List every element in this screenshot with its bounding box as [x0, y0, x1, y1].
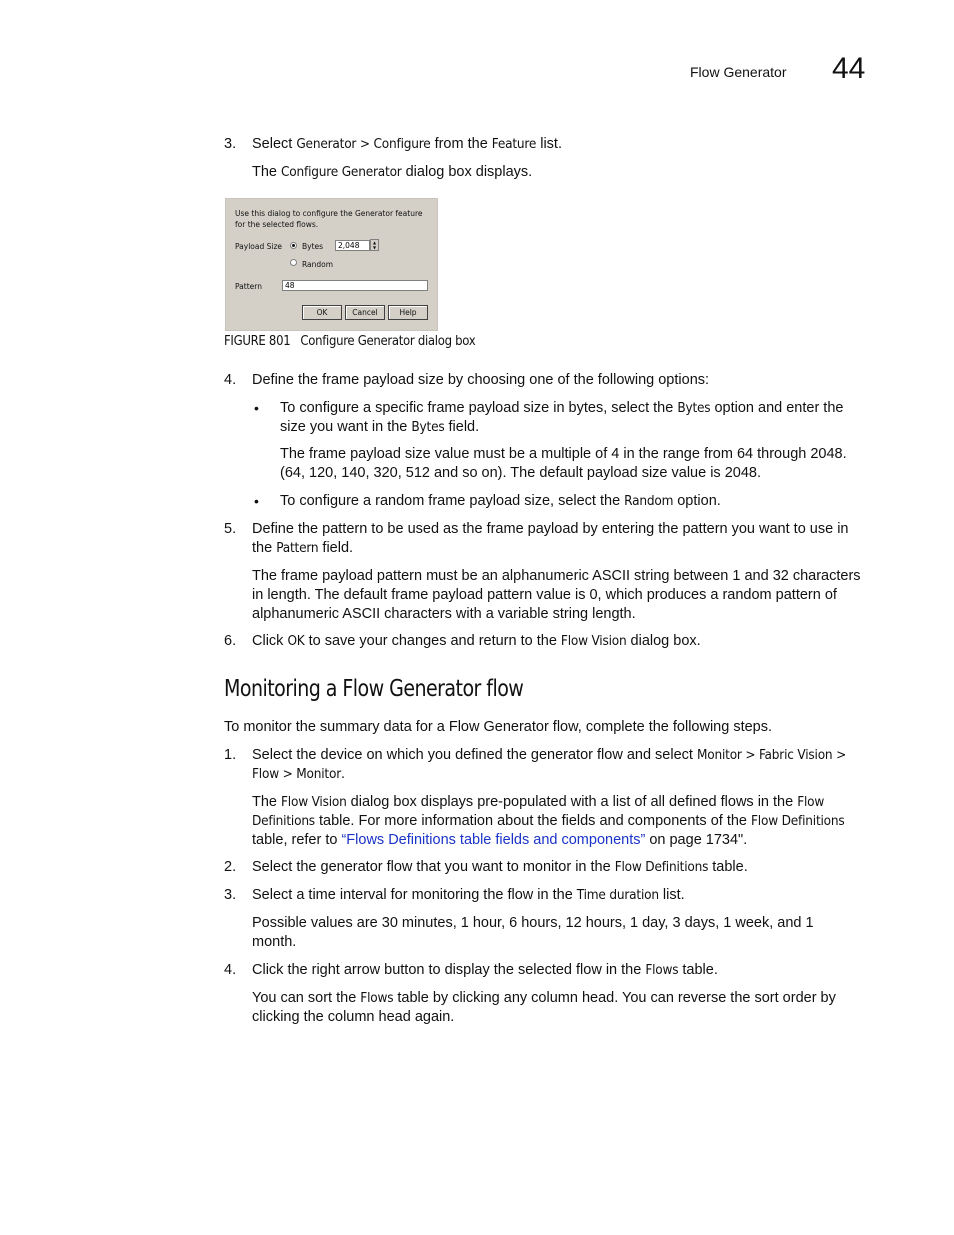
step-5-note: The frame payload pattern must be an alphanumeric ASCII string between 1 and 32 characters in length. The default frame payload pattern value is 0, which produces a random pattern of alphanumeric ASCII characters with a variable string length.	[252, 568, 861, 622]
bullet-bytes-note: The frame payload size value must be a multiple of 4 in the range from 64 through 2048. (64, 120, 140, 320, 512 and so on). The default payload size value is 2048.	[280, 446, 847, 481]
running-header-section: Flow Generator	[690, 64, 787, 80]
section-intro: To monitor the summary data for a Flow Generator flow, complete the following steps.	[224, 719, 773, 735]
step-3-text: Select Generator > Configure from the Feature list.	[252, 136, 562, 152]
monitor-step-1-note: The Flow Vision dialog box displays pre-populated with a list of all defined flows in the Flow Definitions table. For more information about the fields and components of the Flow Definitions table, refer to “Flows Definitions table fields and components” on page 1734".	[252, 794, 845, 848]
monitor-step-4-text: Click the right arrow button to display the selected flow in the Flows table.	[252, 962, 718, 978]
monitor-step-3-note: Possible values are 30 minutes, 1 hour, 6 hours, 12 hours, 1 day, 3 days, 1 week, and 1 month.	[252, 915, 814, 950]
step-number: 1.	[224, 747, 237, 763]
cross-reference-link[interactable]: “Flows Definitions table fields and components”	[341, 832, 646, 848]
monitor-step-4-note: You can sort the Flows table by clicking any column head. You can reverse the sort order by clicking the column head again.	[252, 990, 836, 1025]
bullet-bytes-text: To configure a specific frame payload size in bytes, select the Bytes option and enter the size you want in the Bytes field.	[280, 400, 844, 435]
dialog-intro: Use this dialog to configure the Generator feature for the selected flows.	[235, 209, 423, 229]
bytes-label: Bytes	[302, 242, 324, 251]
step-5-text: Define the pattern to be used as the frame payload by entering the pattern you want to use in the Pattern field.	[252, 521, 849, 556]
step-number: 4.	[224, 962, 237, 978]
step-6-text: Click OK to save your changes and return to the Flow Vision dialog box.	[252, 633, 701, 649]
bullet: •	[254, 493, 259, 509]
help-button[interactable]: Help	[388, 305, 428, 320]
ok-button[interactable]: OK	[302, 305, 342, 320]
step-number: 3.	[224, 887, 237, 903]
monitor-step-1-text: Select the device on which you defined the generator flow and select Monitor > Fabric Vision > Flow > Monitor.	[252, 747, 847, 782]
pattern-label: Pattern	[235, 282, 262, 291]
payload-size-label: Payload Size	[235, 242, 283, 251]
random-radio[interactable]	[290, 259, 297, 266]
figure-caption: FIGURE 801 Configure Generator dialog box	[224, 334, 476, 349]
step-number: 6.	[224, 633, 237, 649]
bullet: •	[254, 400, 259, 416]
step-number: 2.	[224, 859, 237, 875]
monitor-step-3-text: Select a time interval for monitoring the flow in the Time duration list.	[252, 887, 685, 903]
step-number: 5.	[224, 521, 237, 537]
step-number: 3.	[224, 136, 237, 152]
configure-generator-dialog	[225, 198, 438, 331]
step-4-text: Define the frame payload size by choosing one of the following options:	[252, 372, 710, 388]
step-3-result: The Configure Generator dialog box displays.	[252, 164, 533, 180]
bytes-spinner[interactable]: ▲ ▼	[370, 239, 379, 251]
section-heading: Monitoring a Flow Generator flow	[224, 676, 524, 702]
chapter-number: 44	[832, 52, 866, 85]
bullet-random-text: To configure a random frame payload size, select the Random option.	[280, 493, 721, 509]
random-label: Random	[302, 260, 334, 269]
pattern-field[interactable]	[282, 280, 428, 291]
cancel-button[interactable]: Cancel	[345, 305, 385, 320]
bytes-field[interactable]	[335, 240, 370, 251]
bytes-radio[interactable]	[290, 242, 297, 249]
monitor-step-2-text: Select the generator flow that you want to monitor in the Flow Definitions table.	[252, 859, 748, 875]
step-number: 4.	[224, 372, 237, 388]
